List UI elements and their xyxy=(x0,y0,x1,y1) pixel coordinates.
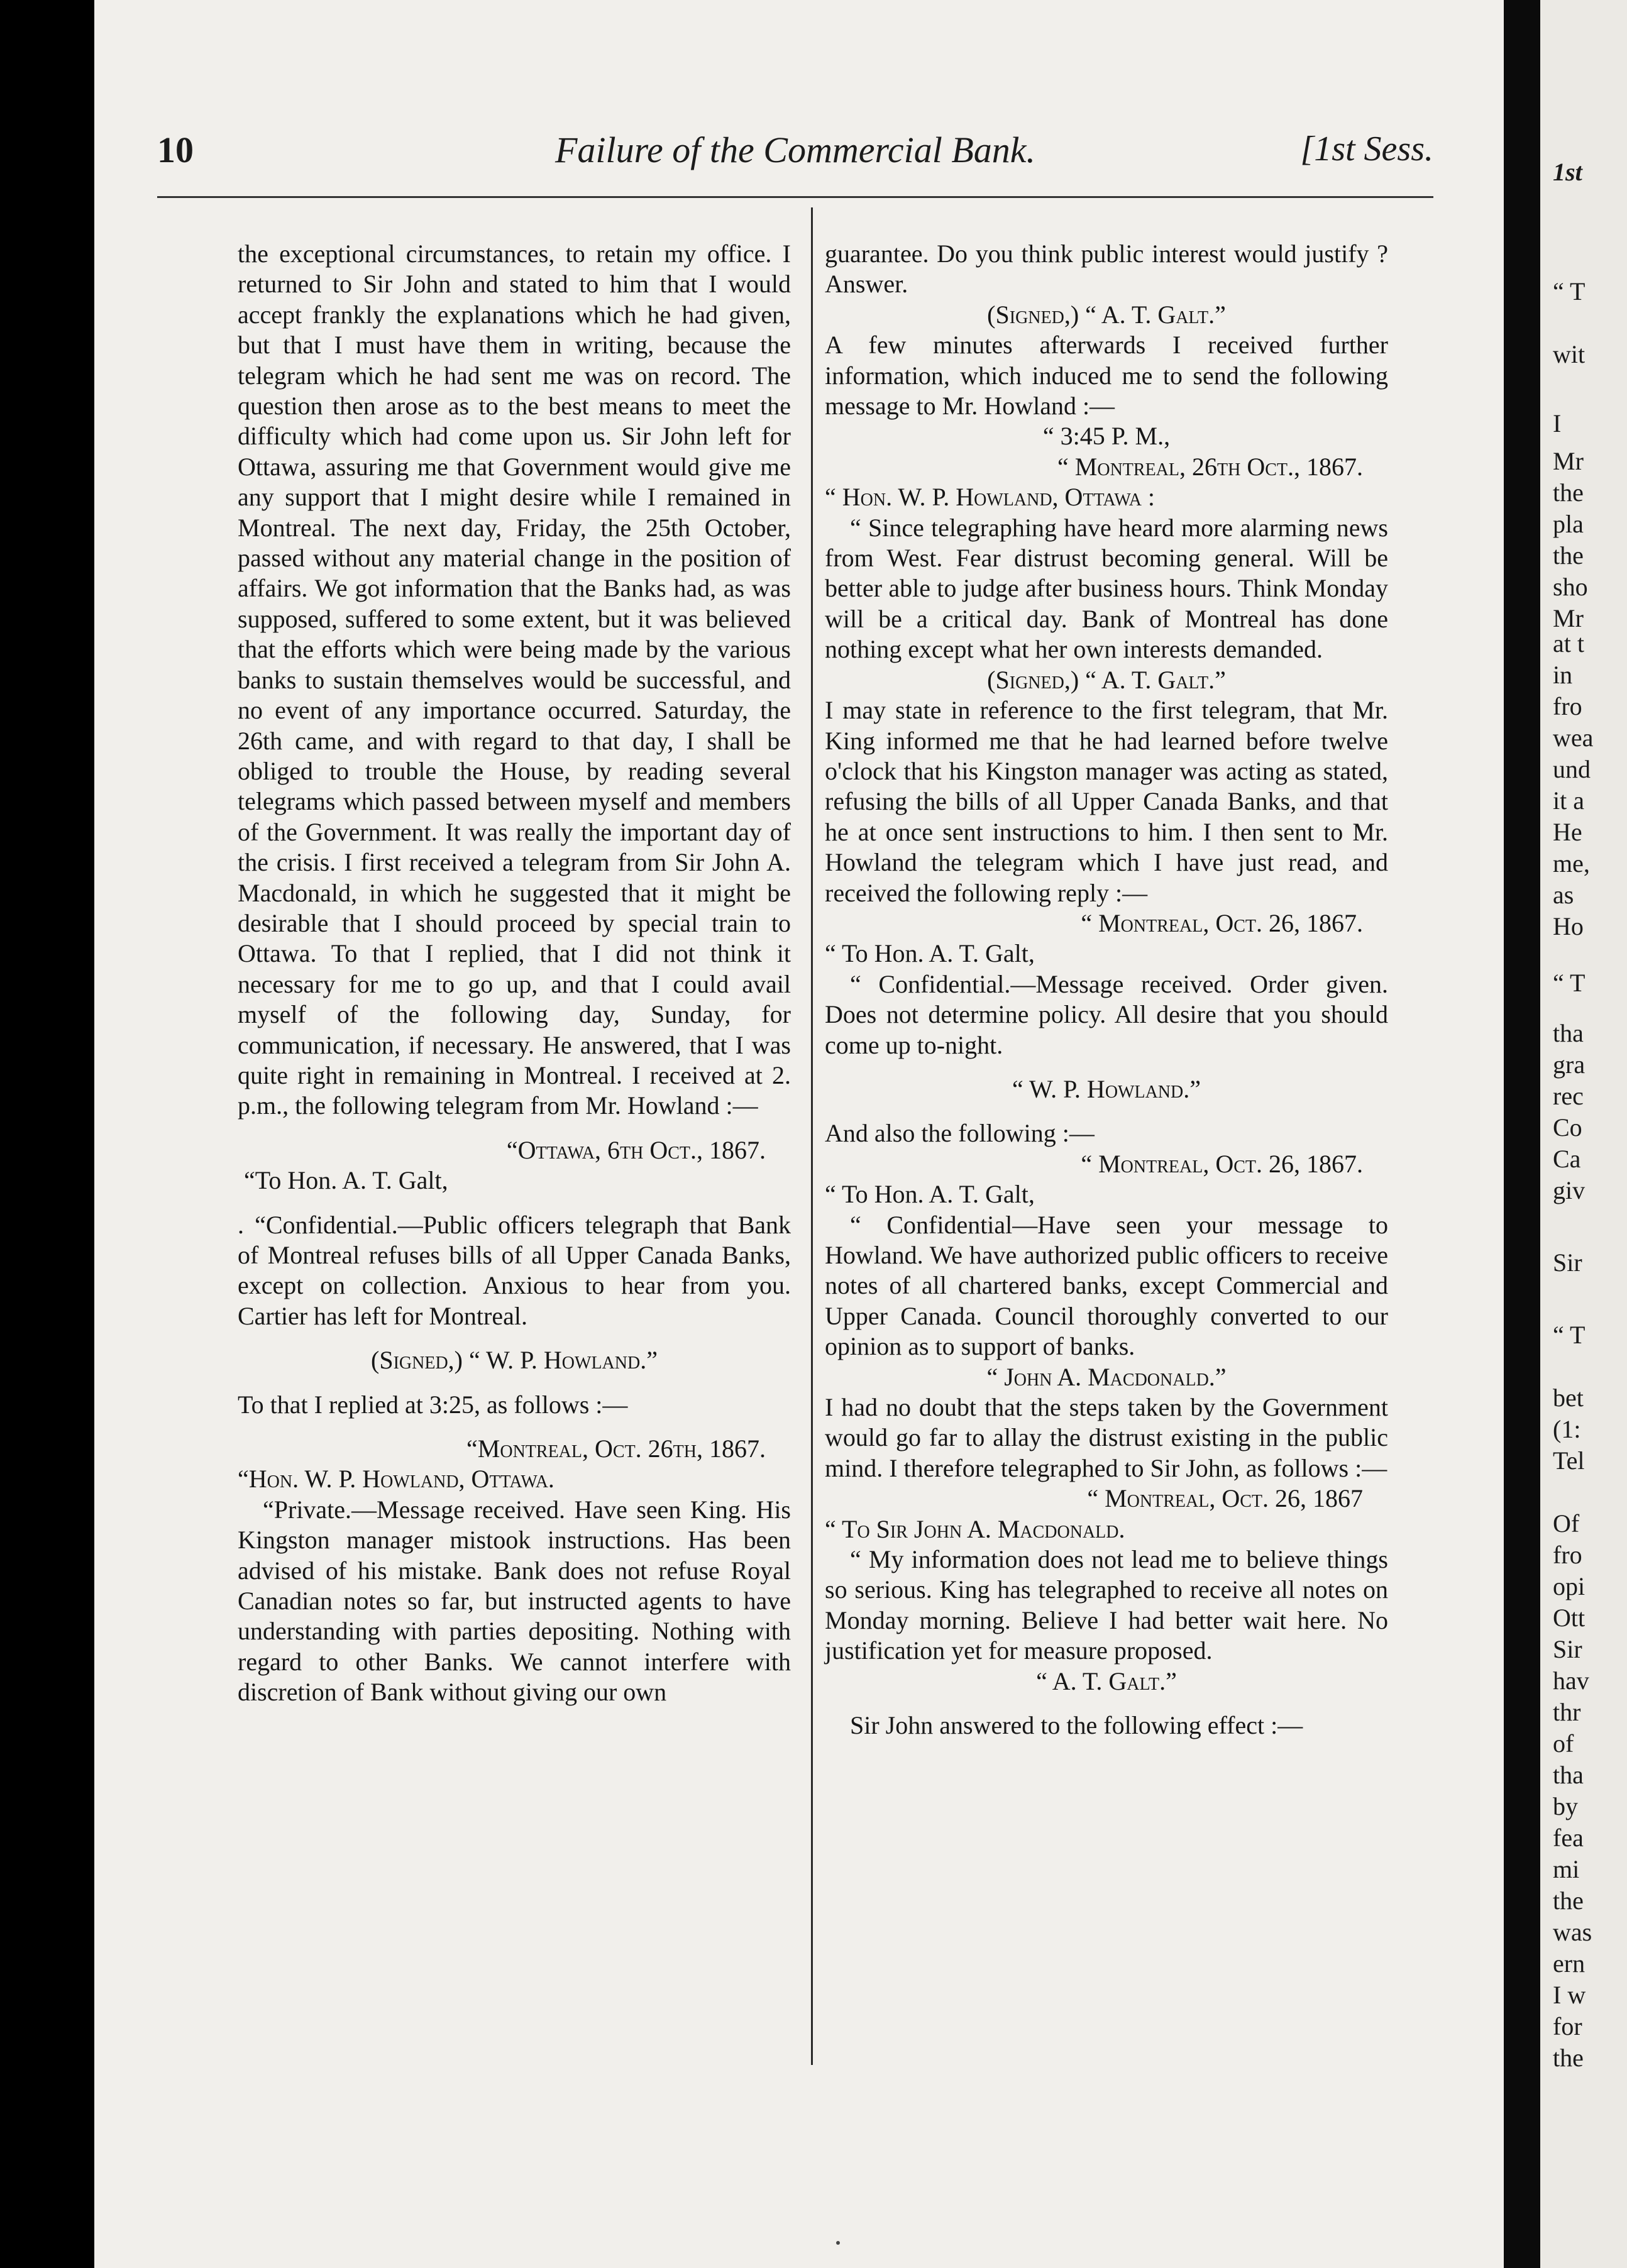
adjacent-page-fragment: Ho xyxy=(1553,912,1584,940)
telegram-date: “ Montreal, Oct. 26, 1867. xyxy=(1081,1149,1363,1178)
paragraph: the exceptional circumstances, to retain my office. I returned to Sir John and stated to him that I would accept frankly the explanations which he had given, but that I must have them in writing, because the telegram which he had sent me was on record. The question then arose as to the best means to meet the difficulty which had come upon us. Sir John left for Ottawa, assuring me that Government would give me any support that I might desire while I remained in Montreal. The next day, Friday, the 25th October, passed without any material change in the position of affairs. We got information that the Banks had, as was supposed, suffered to some extent, but it was believed that the efforts which were being made by the various banks to sustain themselves would be successful, and no event of any importance occurred. Saturday, the 26th came, and with regard to that day, I shall be obliged to trouble the House, by reading several telegrams which passed between myself and members of the Government. It was really the important day of the crisis. I first received a telegram from Sir John A. Macdonald, in which he suggested that it might be desirable that I should proceed by special train to Ottawa. To that I replied, that I did not think it necessary for me to go up, and that I could avail myself of the following day, Sunday, for communication, if necessary. He answered, that I was quite right in remaining in Montreal. I received at 2. p.m., the following telegram from Mr. Howland :— xyxy=(238,239,791,1120)
adjacent-page-fragment: Mr xyxy=(1553,604,1584,632)
telegram-body: “ Confidential—Have seen your message to Howland. We have authorized public officers to receive notes of all chartered banks, except Commercial and Upper Canada. Council thoroughly converted to our opinion as to support of banks. xyxy=(825,1210,1388,1361)
telegram-addressee: “ To Sir John A. Macdonald. xyxy=(825,1514,1125,1543)
paragraph: A few minutes afterwards I received further information, which induced me to send the following message to Mr. Howland :— xyxy=(825,331,1388,421)
telegram-signature: “ John A. Macdonald.” xyxy=(986,1362,1227,1391)
adjacent-page-fragment: Of xyxy=(1553,1509,1580,1538)
adjacent-page-fragment: fro xyxy=(1553,692,1582,720)
telegram-addressee: “To Hon. A. T. Galt, xyxy=(244,1166,448,1195)
adjacent-page-fragment: fea xyxy=(1553,1824,1584,1852)
page-header xyxy=(157,129,1433,185)
paragraph: I may state in reference to the first telegram, that Mr. King informed me that he had learned before twelve o'clock that his Kingston manager was acting as stated, refusing the bills of all Upper Canada Banks, and that he at once sent instructions to him. I then sent to Mr. Howland the telegram which I have just read, and received the following reply :— xyxy=(825,696,1388,907)
adjacent-page-fragment: Ott xyxy=(1553,1604,1586,1632)
adjacent-page-fragment: tha xyxy=(1553,1019,1584,1047)
adjacent-page-fragment: Co xyxy=(1553,1113,1582,1142)
adjacent-page-fragment: the xyxy=(1553,541,1584,570)
adjacent-page-fragment: the xyxy=(1553,2044,1584,2072)
telegram-signature: “ W. P. Howland.” xyxy=(1012,1074,1201,1103)
telegram-body: . “Confidential.—Public officers telegraph that Bank of Montreal refuses bills of all Upper Canada Banks, except on collection. Anxious to hear from you. Cartier has left for Montreal. xyxy=(238,1210,791,1330)
page-gutter xyxy=(1504,0,1540,2268)
adjacent-page-fragment: me, xyxy=(1553,849,1590,878)
adjacent-page-fragment: Sir xyxy=(1553,1635,1582,1663)
adjacent-page-fragment: sho xyxy=(1553,573,1588,601)
paragraph: And also the following :— xyxy=(825,1119,1095,1148)
column-divider xyxy=(811,207,813,2065)
telegram-addressee: “ Hon. W. P. Howland, Ottawa : xyxy=(825,483,1155,512)
adjacent-page-fragment: fro xyxy=(1553,1541,1582,1569)
adjacent-page-fragment: it a xyxy=(1553,786,1584,815)
adjacent-page-fragment: opi xyxy=(1553,1572,1586,1600)
telegram-signature: (Signed,) “ W. P. Howland.” xyxy=(371,1346,658,1375)
page-number: 10 xyxy=(157,129,194,170)
telegram-addressee: “ To Hon. A. T. Galt, xyxy=(825,1180,1035,1209)
adjacent-page-fragment: He xyxy=(1553,818,1582,846)
paragraph: I had no doubt that the steps taken by the Government would go far to allay the distrust existing in the public mind. I therefore telegraphed to Sir John, as follows :— xyxy=(825,1393,1388,1482)
adjacent-page-fragment: Mr xyxy=(1553,447,1584,475)
right-column xyxy=(825,239,1388,1741)
telegram-date: “Ottawa, 6th Oct., 1867. xyxy=(506,1135,766,1164)
telegram-signature: (Signed,) “ A. T. Galt.” xyxy=(987,665,1226,694)
adjacent-page-fragment: pla xyxy=(1553,510,1584,538)
telegram-date: “ Montreal, Oct. 26, 1867 xyxy=(1087,1484,1363,1513)
telegram-signature: “ A. T. Galt.” xyxy=(1036,1666,1177,1695)
telegram-date: “ Montreal, Oct. 26, 1867. xyxy=(1081,908,1363,937)
adjacent-page-fragment: Ca xyxy=(1553,1145,1581,1173)
adjacent-page-fragment: the xyxy=(1553,478,1584,507)
adjacent-page-fragment: (1: xyxy=(1553,1415,1581,1443)
telegram-addressee: “Hon. W. P. Howland, Ottawa. xyxy=(238,1465,554,1494)
adjacent-page-fragment: I w xyxy=(1553,1981,1586,2009)
adjacent-page-fragment: gra xyxy=(1553,1050,1586,1079)
telegram-date: “ Montreal, 26th Oct., 1867. xyxy=(1057,452,1363,481)
adjacent-page-fragment: und xyxy=(1553,755,1591,783)
adjacent-page-fragment: giv xyxy=(1553,1176,1586,1204)
adjacent-page-fragment: as xyxy=(1553,881,1574,909)
telegram-body: “ My information does not lead me to believe things so serious. King has telegraphed to receive all notes on Monday morning. Believe I had better wait here. No justification yet for measure proposed. xyxy=(825,1545,1388,1665)
adjacent-page-fragment: was xyxy=(1553,1918,1592,1946)
adjacent-page-fragment: tha xyxy=(1553,1761,1584,1789)
paragraph: guarantee. Do you think public interest would justify ? Answer. xyxy=(825,239,1388,299)
adjacent-page-edge xyxy=(1540,0,1627,2268)
adjacent-page-fragment: of xyxy=(1553,1729,1574,1758)
header-rule xyxy=(157,196,1433,198)
adjacent-page-fragment: Sir xyxy=(1553,1248,1582,1277)
telegram-signature: (Signed,) “ A. T. Galt.” xyxy=(987,300,1226,329)
adjacent-page-fragment: wit xyxy=(1553,340,1586,368)
telegram-time: “ 3:45 P. M., xyxy=(1042,422,1171,451)
paragraph: Sir John answered to the following effect :— xyxy=(850,1711,1303,1740)
adjacent-page-fragment: ern xyxy=(1553,1949,1586,1978)
adjacent-page-fragment: “ T xyxy=(1553,277,1586,306)
adjacent-page-fragment: hav xyxy=(1553,1666,1589,1695)
telegram-body: “ Since telegraphing have heard more alarming news from West. Fear distrust becoming general. Will be better able to judge after business hours. Think Monday will be a critical day. Bank of Montreal has done nothing except what her own interests demanded. xyxy=(825,513,1388,664)
telegram-date: “Montreal, Oct. 26th, 1867. xyxy=(466,1434,766,1463)
adjacent-page-fragment: mi xyxy=(1553,1855,1580,1883)
telegram-body: “ Confidential.—Message received. Order given. Does not determine policy. All desire that you should come up to-night. xyxy=(825,969,1388,1059)
adjacent-page-fragment: for xyxy=(1553,2012,1582,2040)
telegram-addressee: “ To Hon. A. T. Galt, xyxy=(825,939,1035,968)
left-column xyxy=(238,239,791,1708)
adjacent-page-fragment: bet xyxy=(1553,1384,1584,1412)
adjacent-page-fragment: 1st xyxy=(1553,158,1582,186)
paragraph: To that I replied at 3:25, as follows :— xyxy=(238,1390,628,1419)
adjacent-page-fragment: I xyxy=(1553,409,1562,438)
adjacent-page-fragment: thr xyxy=(1553,1698,1581,1726)
adjacent-page-fragment: “ T xyxy=(1553,969,1586,997)
adjacent-page-fragment: the xyxy=(1553,1886,1584,1915)
adjacent-page-fragment: in xyxy=(1553,661,1573,689)
telegram-body: “Private.—Message received. Have seen King. His Kingston manager mistook instructions. Has been advised of his mistake. Bank does not refuse Royal Canadian notes so far, but instructed agents to have understanding with parties depositing. Nothing with regard to other Banks. We cannot interfere with discretion of Bank without giving our own xyxy=(238,1495,791,1707)
adjacent-page-fragment: wea xyxy=(1553,724,1594,752)
print-speck xyxy=(836,2241,840,2245)
running-title: Failure of the Commercial Bank. xyxy=(554,129,1036,170)
adjacent-page-fragment: by xyxy=(1553,1792,1578,1820)
adjacent-page-fragment: at t xyxy=(1553,629,1584,658)
session-label: [1st Sess. xyxy=(1300,129,1433,168)
adjacent-page-fragment: Tel xyxy=(1553,1446,1585,1475)
adjacent-page-fragment: rec xyxy=(1553,1082,1584,1110)
adjacent-page-fragment: “ T xyxy=(1553,1321,1586,1349)
